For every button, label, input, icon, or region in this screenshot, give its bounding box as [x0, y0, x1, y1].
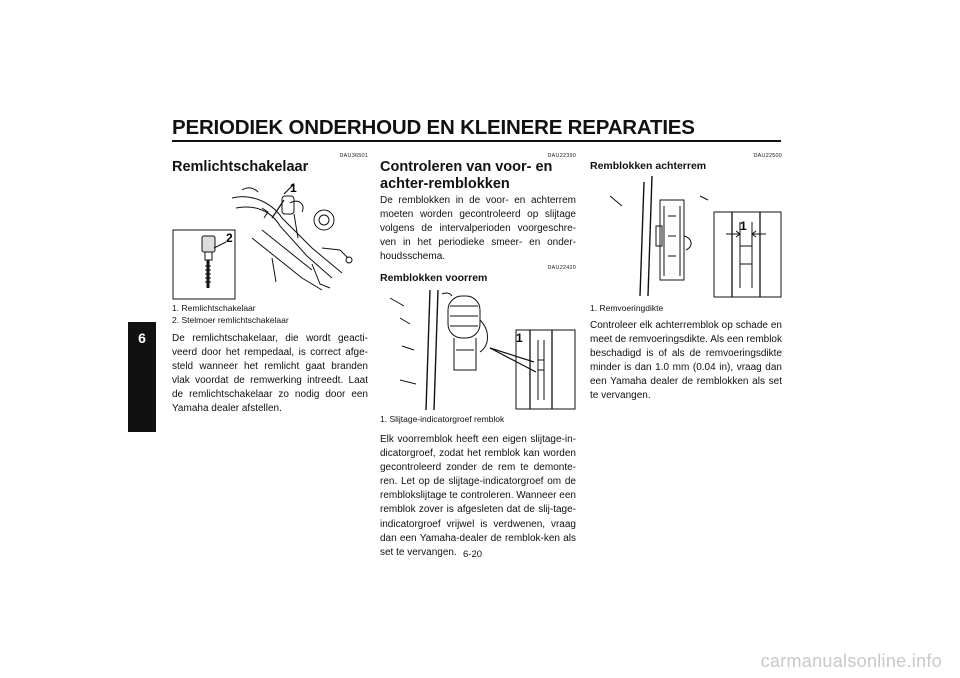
- figure-label-1: 1: [290, 181, 297, 195]
- caption-item: 1. Remlichtschakelaar: [172, 303, 256, 313]
- page-number: 6-20: [463, 549, 483, 560]
- title-rule: [172, 140, 781, 142]
- figure-label-1: 1: [740, 219, 747, 233]
- rear-brake-pad-figure: [590, 176, 782, 298]
- section-intro: De remblokken in de voor- en achterrem moeten worden gecontroleerd op slijtage volgens de intervalperioden voorgeschre-ven in het periodieke smeer- en onder-houdsschema.: [380, 195, 576, 263]
- section-body: De remlichtschakelaar, die wordt geacti-veerd door het rempedaal, is correct afge-steld wanneer het remlicht gaat branden vlak voordat de remwerking intreedt. Laat de remlichtschakelaar zo nodig door een Yamaha dealer afstellen.: [172, 333, 368, 415]
- caption-item: 2. Stelmoer remlichtschakelaar: [172, 315, 289, 326]
- section-heading: Controleren van voor- en achter-remblokken: [380, 159, 553, 192]
- watermark: carmanualsonline.info: [760, 651, 942, 671]
- chapter-tab: 6: [128, 322, 156, 432]
- figure-caption: 1. Slijtage-indicatorgroef remblok: [380, 414, 505, 424]
- figure-caption: 1. Remvoeringdikte: [590, 303, 664, 313]
- section-code: DAU22420: [547, 265, 576, 271]
- section-body: Controleer elk achterremblok op schade en meet de remvoeringsdikte. Als een remblok beschadigd is of als de remvoeringsdikte minder is dan 1.0 mm (0.04 in), vraag dan een Yamaha dealer de remblokken als set te vervangen.: [590, 320, 782, 402]
- section-body: Elk voorremblok heeft een eigen slijtage-in-dicatorgroef, zodat het remblok kan worden gecontroleerd zonder de rem te demonte-ren. Let op de slijtage-indicatorgroef om de remblokslijtage te controleren. Wanneer een remblok zover is afgesleten dat de slij-tage-indicatorgroef vrijwel is verdwenen, vraag dan een Yamaha-dealer de remblok-ken als set te vervangen.: [380, 434, 576, 558]
- section-code: DAU22390: [547, 153, 576, 159]
- figure-caption-list: [172, 302, 368, 327]
- front-brake-pad-figure: [380, 290, 576, 410]
- page-title: PERIODIEK ONDERHOUD EN KLEINERE REPARATIES: [172, 116, 695, 139]
- subsection-heading: Remblokken voorrem: [380, 272, 488, 284]
- figure-label-1: 1: [516, 331, 523, 345]
- section-code: DAU22500: [753, 153, 782, 159]
- section-heading: Remlichtschakelaar: [172, 159, 309, 175]
- figure-label-2: 2: [226, 231, 233, 245]
- subsection-heading: Remblokken achterrem: [590, 160, 707, 172]
- section-code: DAU36501: [339, 153, 368, 159]
- brake-light-switch-figure: [172, 178, 368, 300]
